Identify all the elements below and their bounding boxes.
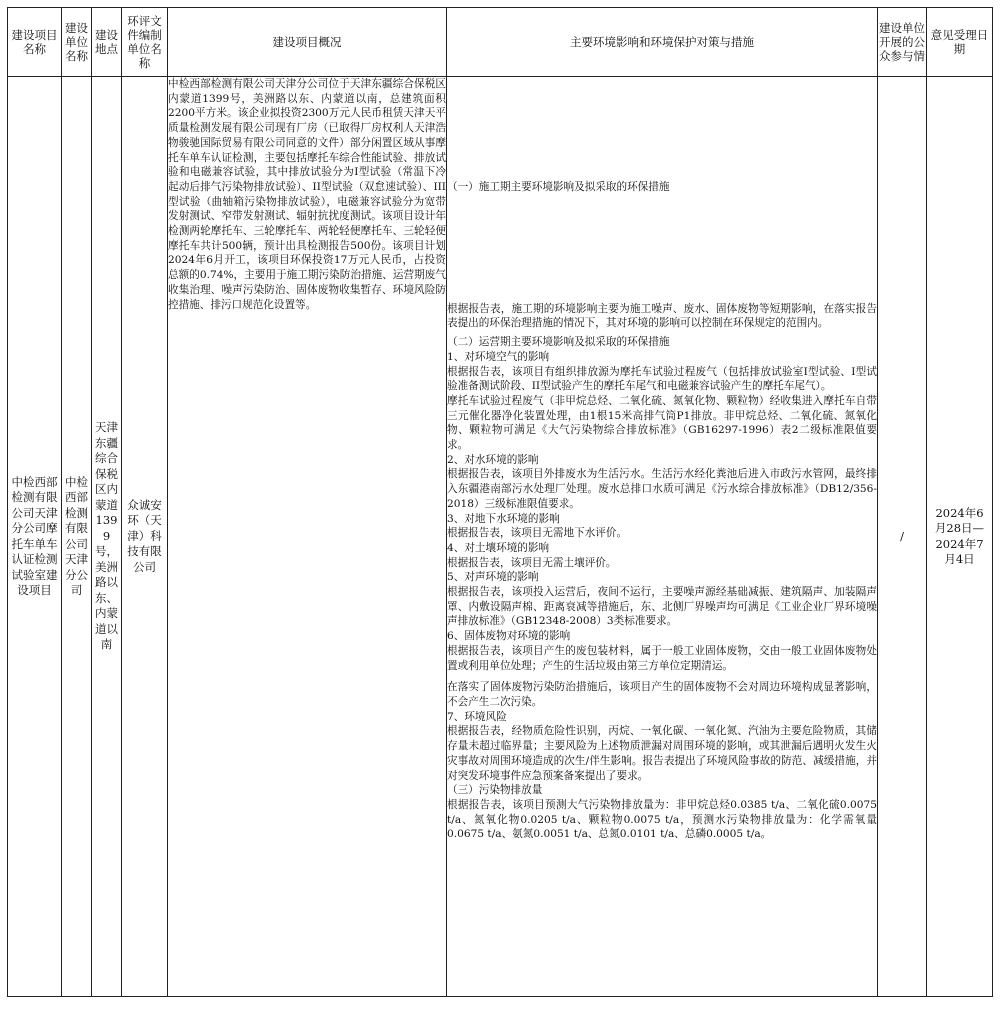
air-title: 1、对环境空气的影响 xyxy=(447,350,550,363)
public-participation-cell: / xyxy=(878,77,927,997)
project-name-cell: 中检西部检测有限公司天津分公司摩托车单车认证检测试验室建设项目 xyxy=(8,77,62,997)
solid-waste-title: 6、固体废物对环境的影响 xyxy=(447,630,571,643)
header-eia-unit: 环评文件编制单位名称 xyxy=(122,8,168,77)
emission-title: （三）污染物排放量 xyxy=(447,784,543,797)
risk-title: 7、环境风险 xyxy=(447,710,507,723)
header-unit: 建设单位名称 xyxy=(62,8,92,77)
noise-text: 根据报告表，该项投入运营后，夜间不运行，主要噪声源经基础减振、建筑隔声、加装隔声罩、内敷设隔声棉、距离衰减等措施后，东、北侧厂界噪声均可满足《工业企业厂界环境噪声排放标准》（GB12348-2008）3类标准要求。 xyxy=(447,586,877,628)
solid-waste-text-1: 根据报告表，该项目产生的废包装材料，属于一般工业固体废物，交由一般工业固体废物处置或利用单位处理；产生的生活垃圾由第三方单位定期清运。 xyxy=(447,644,877,672)
header-date: 意见受理日期 xyxy=(927,8,993,77)
soil-text: 根据报告表，该项目无需土壤评价。 xyxy=(447,556,617,569)
eia-unit-cell: 众诚安环（天津）科技有限公司 xyxy=(122,77,168,997)
header-location: 建设地点 xyxy=(92,8,122,77)
risk-text: 根据报告表，经物质危险性识别，丙烷、一氧化碳、一氧化氮、汽油为主要危险物质，其储存量未超过临界量；主要风险为上述物质泄漏对周围环境的影响，或其泄漏后遇明火发生火灾事故对周围环境造成的次生/伴生影响。报告表提出了环境风险事故的防范、减缓措施，并对突发环境事件应急预案备案提出了要求。 xyxy=(447,725,877,782)
air-text-2: 摩托车试验过程废气（非甲烷总烃、二氧化硫、氮氧化物、颗粒物）经收集进入摩托车自带三元催化器净化装置处理，由1根15米高排气筒P1排放。非甲烷总烃、二氧化硫、氮氧化物、颗粒物可满足《大气污染物综合排放标准》（GB16297-1996）表2二级标准限值要求。 xyxy=(447,394,877,452)
location-cell: 天津东疆综合保税区内蒙道1399号，美洲路以东、内蒙道以南 xyxy=(92,77,122,997)
header-measures: 主要环境影响和环境保护对策与措施 xyxy=(447,8,878,77)
project-row xyxy=(8,77,993,997)
approval-table xyxy=(7,7,993,997)
soil-title: 4、对土壤环境的影响 xyxy=(447,541,550,554)
header-overview: 建设项目概况 xyxy=(168,8,447,77)
header-row xyxy=(8,8,993,77)
water-title: 2、对水环境的影响 xyxy=(447,453,539,466)
measures-cell xyxy=(447,77,878,997)
air-text-1: 根据报告表，该项目有组织排放源为摩托车试验过程废气（包括排放试验室I型试验、I型试验准备测试阶段、II型试验产生的摩托车尾气和电磁兼容试验产生的摩托车尾气）。 xyxy=(447,365,877,393)
construction-title: （一）施工期主要环境影响及拟采取的环保措施 xyxy=(447,181,670,193)
emission-text: 根据报告表，该项目预测大气污染物排放量为：非甲烷总烃0.0385 t/a、二氧化硫0.0075 t/a、氮氧化物0.0205 t/a、颗粒物0.0075 t/a，预测水污染物排放量为：化学需氧量0.0675 t/a、氨氮0.0051 t/a、总氮0.0101 t/a、总磷0.0005 t/a。 xyxy=(447,798,877,841)
noise-title: 5、对声环境的影响 xyxy=(447,571,539,584)
groundwater-title: 3、对地下水环境的影响 xyxy=(447,512,560,525)
operation-title: （二）运营期主要环境影响及拟采取的环保措施 xyxy=(447,336,670,349)
header-public: 建设单位开展的公众参与情 xyxy=(878,8,927,77)
unit-cell: 中检西部检测有限公司天津分公司 xyxy=(62,77,92,997)
overview-cell: 中检西部检测有限公司天津分公司位于天津东疆综合保税区内蒙道1399号，美洲路以东、内蒙道以南，总建筑面积2200平方米。该企业拟投资2300万元人民币租赁天津天平质量检测发展有限公司现有厂房（已取得厂房权利人天津浩物骏驰国际贸易有限公司同意的文件）部分闲置区域从事摩托车单车认证检测，主要包括摩托车综合性能试验、排放试验和电磁兼容试验，其中排放试验分为I型试验（常温下冷起动后排气污染物排放试验）、II型试验（双怠速试验）、III型试验（曲轴箱污染物排放试验），电磁兼容试验分为宽带发射测试、窄带发射测试、辐射抗扰度测试。该项目设计年检测两轮摩托车、三轮摩托车、两轮轻便摩托车、三轮轻便摩托车共计500辆，预计出具检测报告500份。该项目计划2024年6月开工，该项目环保投资17万元人民币，占投资总额的0.74%，主要用于施工期污染防治措施、运营期废气收集治理、噪声污染防治、固体废物收集暂存、环境风险防控措施、排污口规范化设置等。 xyxy=(168,77,447,997)
construction-text: 根据报告表，施工期的环境影响主要为施工噪声、废水、固体废物等短期影响，在落实报告表提出的环保治理措施的情况下，其对环境的影响可以控制在环保规定的范围内。 xyxy=(447,302,877,330)
acceptance-date-cell: 2024年6月28日—2024年7月4日 xyxy=(927,77,993,997)
solid-waste-text-2: 在落实了固体废物污染防治措施后，该项目产生的固体废物不会对周边环境构成显著影响，不会产生二次污染。 xyxy=(447,681,877,708)
groundwater-text: 根据报告表，该项目无需地下水评价。 xyxy=(447,527,628,540)
header-project-name: 建设项目名称 xyxy=(8,8,62,77)
water-text: 根据报告表，该项目外排废水为生活污水。生活污水经化粪池后进入市政污水管网，最终排入东疆港南部污水处理厂处理。废水总排口水质可满足《污水综合排放标准》（DB12/356-2018）三级标准限值要求。 xyxy=(447,468,877,510)
